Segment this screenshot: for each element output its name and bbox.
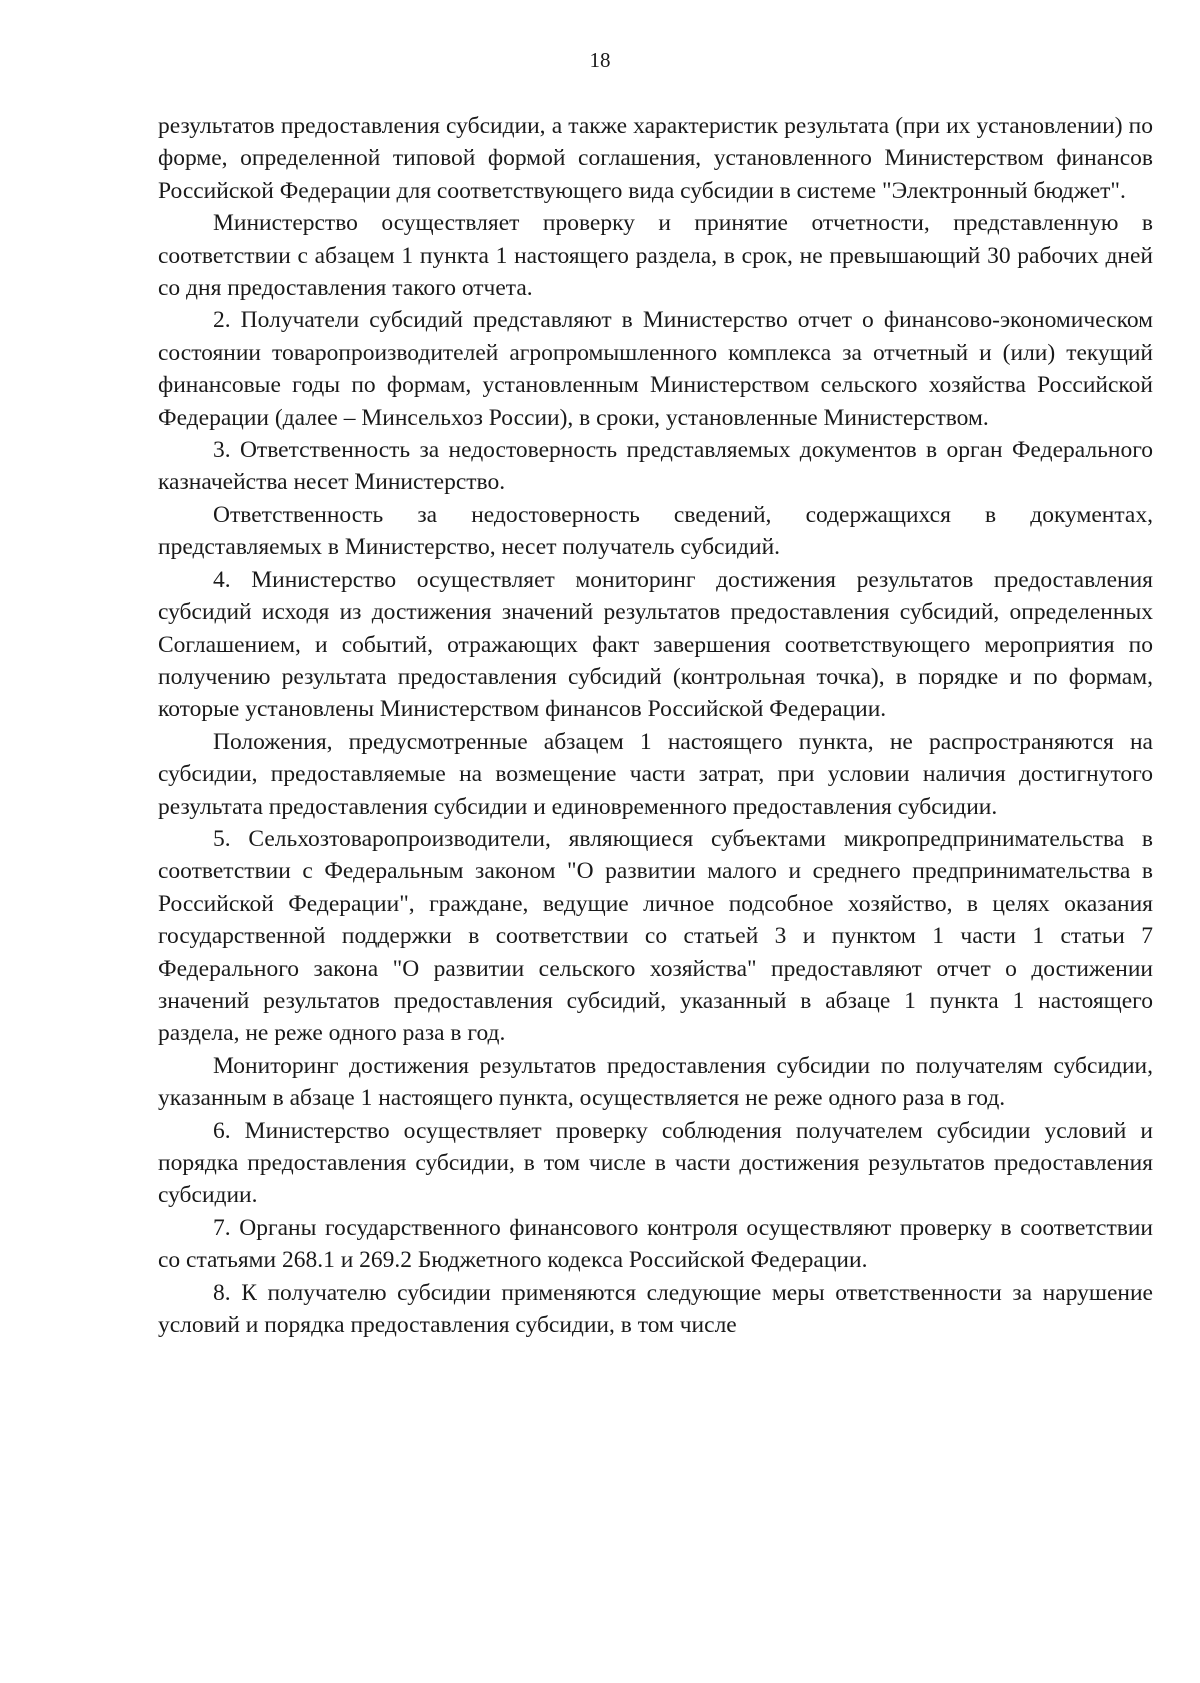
page-number: 18 <box>589 48 611 72</box>
paragraph-item-7: 7. Органы государственного финансового контроля осуществляют проверку в соответствии со статьями 268.1 и 269.2 Бюджетного кодекса Российской Федерации. <box>158 1214 1153 1274</box>
document-body <box>158 110 1153 1341</box>
paragraph-continuation: результатов предоставления субсидии, а также характеристик результата (при их установлении) по форме, определенной типовой формой соглашения, установленного Министерством финансов Российской Федерации для соответствующего вида субсидии в системе "Электронный бюджет". <box>158 113 1153 204</box>
paragraph-item-5: 5. Сельхозтоваропроизводители, являющиеся субъектами микропредпринимательства в соответствии с Федеральным законом "О развитии малого и среднего предпринимательства в Российской Федерации", граждане, ведущие личное подсобное хозяйство, в целях оказания государственной поддержки в соответствии со статьей 3 и пунктом 1 части 1 статьи 7 Федерального закона "О развитии сельского хозяйства" предоставляют отчет о достижении значений результатов предоставления субсидий, указанный в абзаце 1 пункта 1 настоящего раздела, не реже одного раза в год. <box>158 825 1153 1047</box>
paragraph-item-4: 4. Министерство осуществляет мониторинг достижения результатов предоставления субсидий исходя из достижения значений результатов предоставления субсидий, определенных Соглашением, и событий, отражающих факт завершения соответствующего мероприятия по получению результата предоставления субсидий (контрольная точка), в порядке и по формам, которые установлены Министерством финансов Российской Федерации. <box>158 566 1153 723</box>
paragraph-provisions: Положения, предусмотренные абзацем 1 настоящего пункта, не распространяются на субсидии, предоставляемые на возмещение части затрат, при условии наличия достигнутого результата предоставления субсидии и единовременного предоставления субсидии. <box>158 728 1153 820</box>
paragraph-responsibility: Ответственность за недостоверность сведений, содержащихся в документах, представляемых в Министерство, несет получатель субсидий. <box>158 501 1153 561</box>
paragraph-item-8: 8. К получателю субсидии применяются следующие меры ответственности за нарушение условий и порядка предоставления субсидии, в том числе <box>158 1279 1153 1339</box>
paragraph-item-6: 6. Министерство осуществляет проверку соблюдения получателем субсидии условий и порядка предоставления субсидии, в том числе в части достижения результатов предоставления субсидии. <box>158 1117 1153 1209</box>
paragraph-monitoring: Мониторинг достижения результатов предоставления субсидии по получателям субсидии, указанным в абзаце 1 настоящего пункта, осуществляется не реже одного раза в год. <box>158 1052 1153 1112</box>
paragraph-item-2: 2. Получатели субсидий представляют в Министерство отчет о финансово-экономическом состоянии товаропроизводителей агропромышленного комплекса за отчетный и (или) текущий финансовые годы по формам, установленным Министерством сельского хозяйства Российской Федерации (далее – Минсельхоз России), в сроки, установленные Министерством. <box>158 307 1153 431</box>
paragraph-item-3: 3. Ответственность за недостоверность представляемых документов в орган Федерального казначейства несет Министерство. <box>158 437 1153 496</box>
paragraph-report-acceptance: Министерство осуществляет проверку и принятие отчетности, представленную в соответствии с абзацем 1 пункта 1 настоящего раздела, в срок, не превышающий 30 рабочих дней со дня предоставления такого отчета. <box>158 210 1153 302</box>
